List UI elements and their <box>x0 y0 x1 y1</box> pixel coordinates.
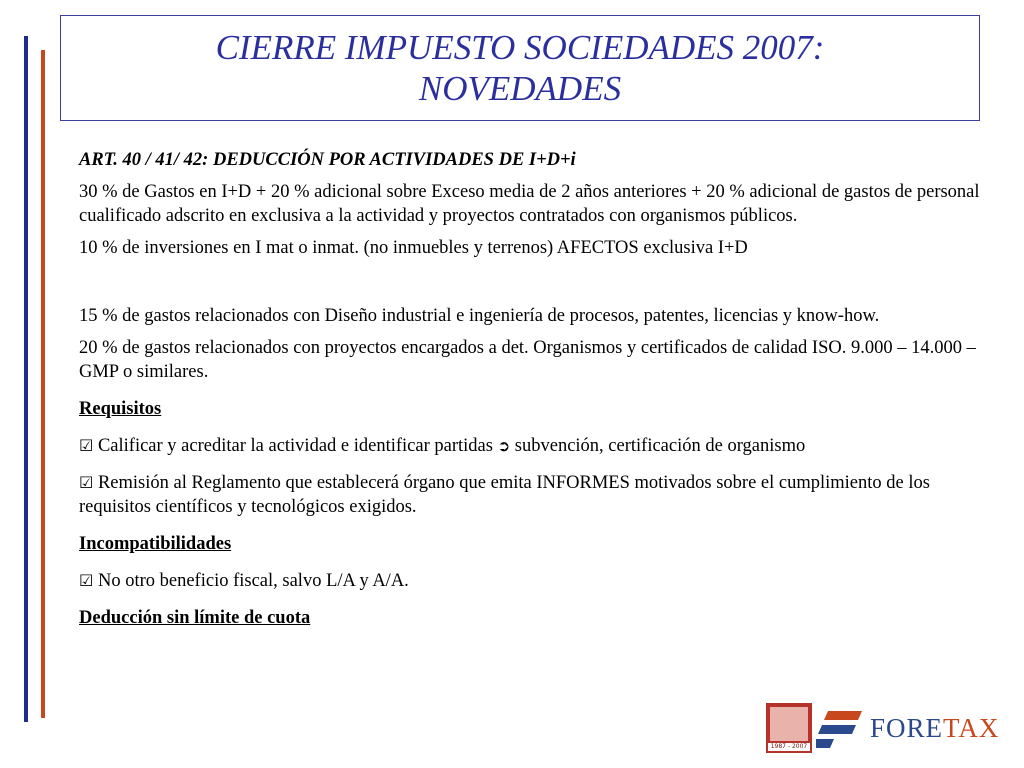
requisito-1-text-a: Calificar y acreditar la actividad e identificar partidas <box>97 436 493 456</box>
section-heading: ART. 40 / 41/ 42: DEDUCCIÓN POR ACTIVIDADES DE I+D+i <box>79 150 576 170</box>
brand-fore: FORE <box>870 713 944 743</box>
foretax-wordmark <box>870 713 999 744</box>
paragraph-proyectos: 20 % de gastos relacionados con proyectos encargados a det. Organismos y certificados de calidad ISO. 9.000 – 14.000 – GMP o similares. <box>79 338 976 382</box>
paragraph-diseno: 15 % de gastos relacionados con Diseño industrial e ingeniería de procesos, patentes, licencias y know-how. <box>79 306 880 326</box>
paragraph-inversiones: 10 % de inversiones en I mat o inmat. (no inmuebles y terrenos) AFECTOS exclusiva I+D <box>79 238 748 258</box>
requisitos-heading: Requisitos <box>79 399 162 419</box>
left-accent-bar-blue <box>24 36 28 722</box>
incompatibilidades-heading: Incompatibilidades <box>79 534 232 554</box>
title-box <box>60 15 980 121</box>
anniversary-years: 1987 - 2007 <box>768 743 810 751</box>
slide-title: CIERRE IMPUESTO SOCIEDADES 2007: NOVEDADES <box>215 28 825 108</box>
slide-body <box>79 142 991 630</box>
incompatibilidad-1-text: No otro beneficio fiscal, salvo L/A y A/A. <box>97 571 409 591</box>
arrow-right-icon: ➲ <box>497 437 511 455</box>
requisito-1-text-b: subvención, certificación de organismo <box>514 436 806 456</box>
checkbox-icon: ☑ <box>79 571 94 590</box>
requisito-item-2 <box>79 471 991 519</box>
left-accent-bar-orange <box>41 50 45 718</box>
brand-tax: TAX <box>943 713 1000 743</box>
anniversary-badge-icon <box>766 703 812 753</box>
deduccion-heading: Deducción sin límite de cuota <box>79 608 311 628</box>
foretax-logo <box>766 703 1012 755</box>
paragraph-gastos-id: 30 % de Gastos en I+D + 20 % adicional sobre Exceso media de 2 años anteriores + 20 % adicional de gastos de personal cualificado adscrito en exclusiva a la actividad y proyectos contratados con organismos públicos. <box>79 182 980 226</box>
foretax-f-mark-icon <box>816 709 862 749</box>
checkbox-icon: ☑ <box>79 473 94 492</box>
requisito-2-text: Remisión al Reglamento que establecerá órgano que emita INFORMES motivados sobre el cumplimiento de los requisitos científicos y tecnológicos exigidos. <box>79 473 930 517</box>
checkbox-icon: ☑ <box>79 436 94 455</box>
incompatibilidad-item-1 <box>79 569 991 593</box>
requisito-item-1 <box>79 434 991 458</box>
